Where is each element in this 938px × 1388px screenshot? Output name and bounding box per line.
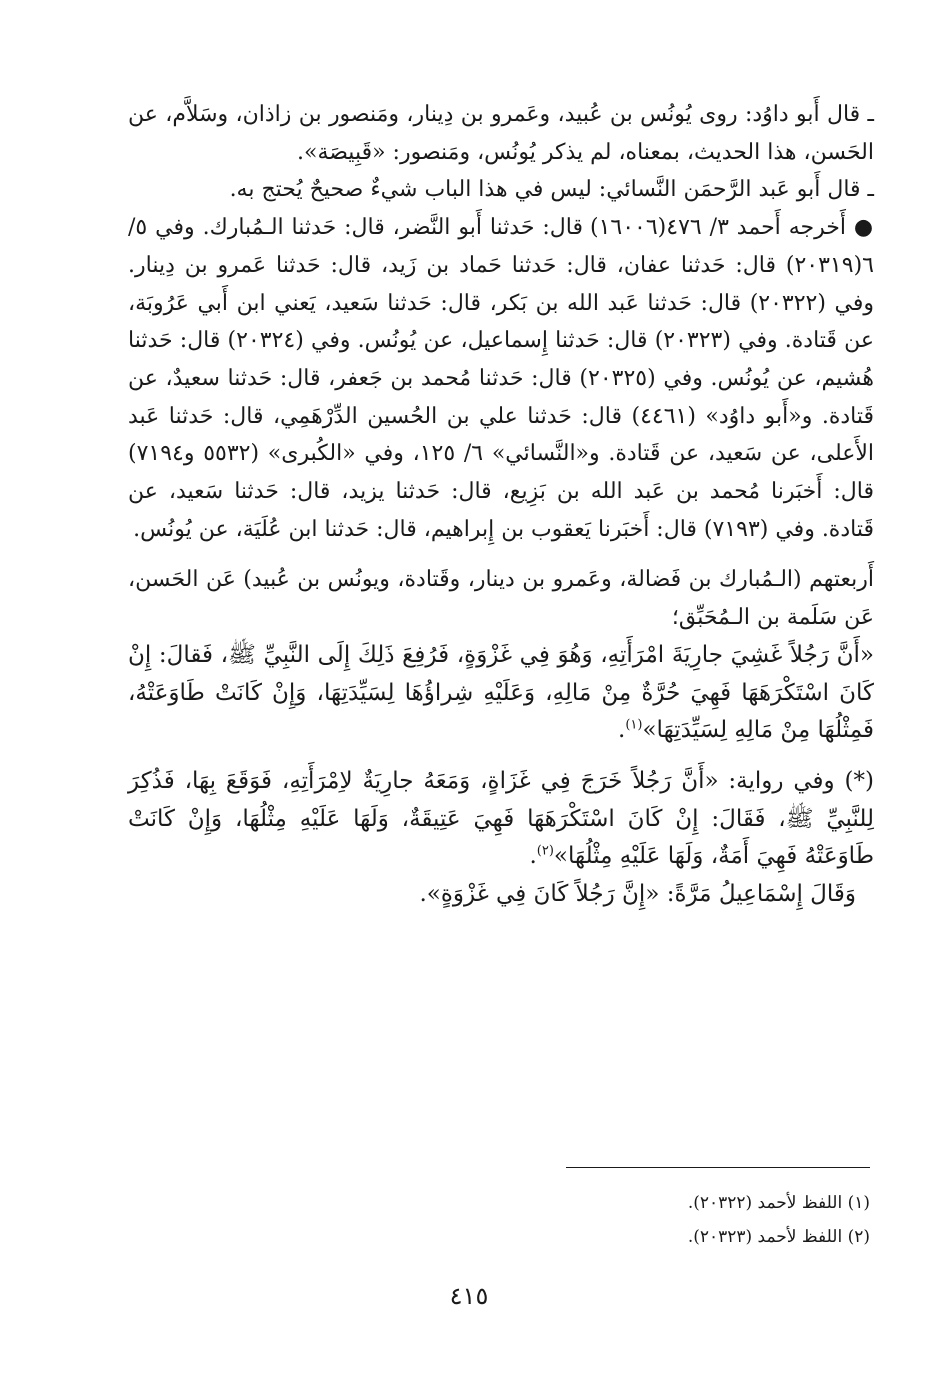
paragraph-hadith-matn (128, 637, 874, 750)
footnote-ref-1: (١) (625, 717, 643, 733)
riwaya-end: . (529, 843, 537, 870)
paragraph-abu-dawud-note: ـ قال أَبو داوُد: روى يُونُس بن عُبيد، وعَمرو بن دِينار، ومَنصور بن زاذان، وسَلاَّم، عن الحَسن، هذا الحديث، بمعناه، لم يذكر يُونُس، ومَنصور: «قَبِيصَة». (128, 102, 874, 165)
paragraph-ismail-note: وَقَالَ إِسْمَاعِيلُ مَرَّةً: «إِنَّ رَجُلاً كَانَ فِي غَزْوَةٍ». (419, 881, 856, 908)
footnote-ref-2: (٢) (536, 843, 554, 859)
footnote-1: (١) اللفظ لأحمد (٢٠٣٢٢). (687, 1193, 870, 1213)
footnote-divider (566, 1167, 870, 1168)
hadith-matn-text: «أَنَّ رَجُلاً غَشِيَ جارِيَةَ امْرَأَتِهِ، وَهُوَ فِي غَزْوَةٍ، فَرُفِعَ ذَلِكَ إِلَى النَّبِيِّ ﷺ، فَقالَ: إِنْ كَانَ اسْتَكْرَهَهَا فَهِيَ حُرَّةٌ مِنْ مَالِهِ، وَعَلَيْهِ شِراؤُهَا لِسَيِّدَتِهَا، وَإِنْ كَانَتْ طَاوَعَتْهُ، فَمِثْلُهَا مِنْ مَالِهِ لِسَيِّدَتِهَا» (128, 641, 874, 744)
main-text (128, 96, 874, 914)
riwaya-text: (*) وفي رواية: «أَنَّ رَجُلاً خَرَجَ فِي غَزَاةٍ، وَمَعَهُ جارِيَةٌ لاِمْرَأَتِهِ، فَوَقَعَ بِهَا، فَذُكِرَ لِلنَّبِيِّ ﷺ، فَقَالَ: إِنْ كَانَ اسْتَكْرَهَهَا فَهِيَ عَتِيقَةٌ، وَلَهَا عَلَيْهِ مِثْلُهَا، وَإِنْ كَانَتْ طَاوَعَتْهُ فَهِيَ أَمَةٌ، وَلَهَا عَلَيْهِ مِثْلُهَا» (128, 767, 874, 870)
paragraph-takhrij: ● أَخرجه أَحمد ٣/ ٤٧٦(١٦٠٠٦) قال: حَدثنا أَبو النَّضر، قال: حَدثنا الـمُبارك. وفي ٥/ ٦(٢٠٣١٩) قال: حَدثنا عفان، قال: حَدثنا حَماد بن زَيد، قال: حَدثنا عَمرو بن دِينار. وفي (٢٠٣٢٢) قال: حَدثنا عَبد الله بن بَكر، قال: حَدثنا سَعيد، يَعني ابن أَبي عَرُوبَة، عن قَتادة. وفي (٢٠٣٢٣) قال: حَدثنا إِسماعيل، عن يُونُس. وفي (٢٠٣٢٤) قال: حَدثنا هُشيم، عن يُونُس. وفي (٢٠٣٢٥) قال: حَدثنا مُحمد بن جَعفر، قال: حَدثنا سعيدٌ، عن قَتادة. و«أَبو داوُد» (٤٤٦١) قال: حَدثنا علي بن الحُسين الدِّرْهَمِي، قال: حَدثنا عَبد الأَعلى، عن سَعيد، عن قَتادة. و«النَّسائي» ٦/ ١٢٥، وفي «الكُبرى» (٥٥٣٢ و٧١٩٤) قال: أَخبَرنا مُحمد بن عَبد الله بن بَزِيع، قال: حَدثنا يزيد، قال: حَدثنا سَعيد، عن قَتادة. وفي (٧١٩٣) قال: أَخبَرنا يَعقوب بن إِبراهيم، قال: حَدثنا ابن عُلَيَة، عن يُونُس. (128, 215, 875, 542)
paragraph-isnad: أَربعتهم (الـمُبارك بن فَضالة، وعَمرو بن دينار، وقَتادة، ويونُس بن عُبيد) عَن الحَسن، عَن سَلَمة بن الـمُحَبِّق؛ (128, 567, 874, 631)
paragraph-nasai-note: ـ قال أَبو عَبد الرَّحمَن النَّسائي: ليس في هذا الباب شيءٌ صحيحٌ يُحتج به. (229, 177, 874, 203)
paragraph-riwaya (128, 763, 874, 876)
page-number: ٤١٥ (449, 1282, 489, 1310)
footnotes (128, 1186, 870, 1254)
footnote-2: (٢) اللفظ لأحمد (٢٠٣٢٣). (687, 1227, 870, 1247)
hadith-matn-end: . (618, 717, 626, 744)
